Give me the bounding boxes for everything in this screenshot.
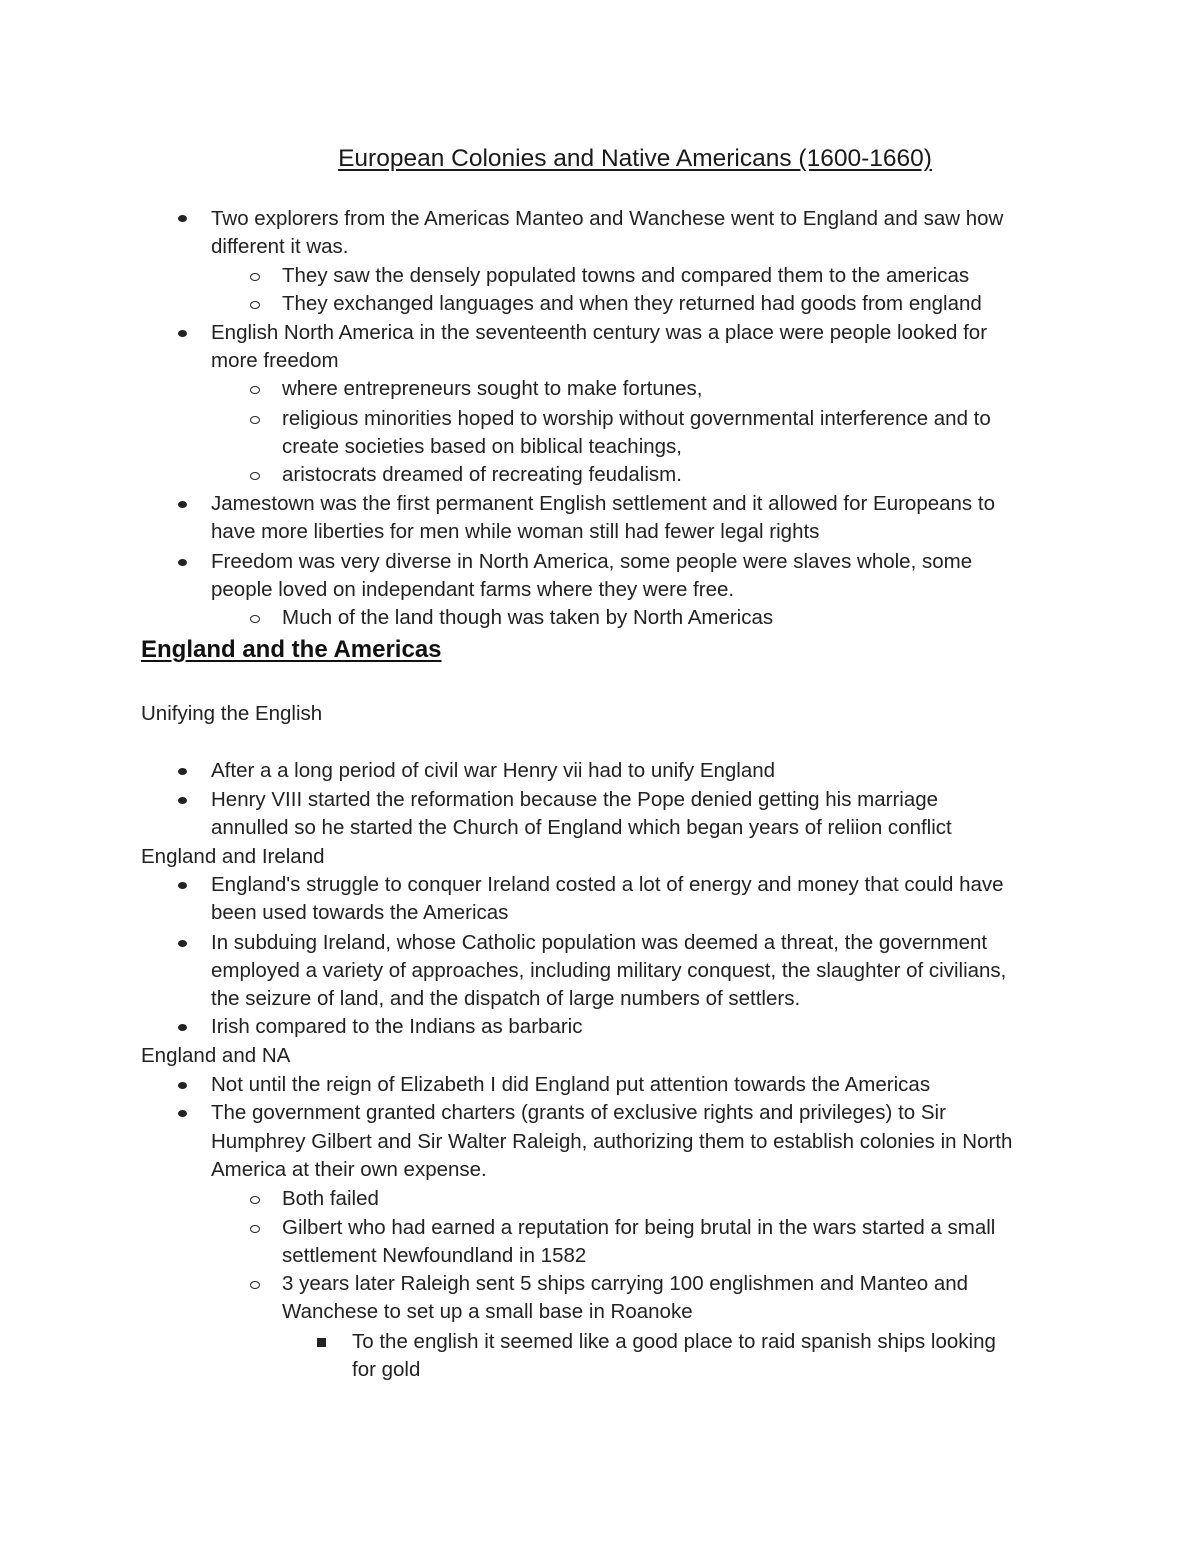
bullet-circle bbox=[250, 472, 260, 480]
ireland-bullet-2-line-3: the seizure of land, and the dispatch of large numbers of settlers. bbox=[211, 987, 801, 1010]
bullet-circle bbox=[250, 615, 260, 623]
na-sub-2-line-2: settlement Newfoundland in 1582 bbox=[282, 1244, 587, 1267]
na-subsub-1-line-1: To the english it seemed like a good place to raid spanish ships looking bbox=[352, 1330, 996, 1353]
intro-sub-1-1: They saw the densely populated towns and compared them to the americas bbox=[282, 264, 970, 287]
na-sub-3-line-1: 3 years later Raleigh sent 5 ships carrying 100 englishmen and Manteo and bbox=[282, 1272, 969, 1295]
subheading-england-na: England and NA bbox=[141, 1044, 291, 1067]
bullet-circle bbox=[250, 1281, 260, 1289]
bullet-circle bbox=[250, 301, 260, 309]
bullet-circle bbox=[250, 386, 260, 394]
bullet-disc bbox=[178, 768, 187, 775]
ireland-bullet-1-line-2: been used towards the Americas bbox=[211, 901, 509, 924]
section-heading: England and the Americas bbox=[141, 636, 442, 663]
bullet-square bbox=[317, 1338, 326, 1347]
bullet-disc bbox=[178, 882, 187, 889]
na-sub-1: Both failed bbox=[282, 1187, 379, 1210]
intro-sub-4-1: Much of the land though was taken by North Americas bbox=[282, 606, 774, 629]
ireland-bullet-2-line-2: employed a variety of approaches, including military conquest, the slaughter of civilians, bbox=[211, 959, 1007, 982]
intro-bullet-4-line-2: people loved on independant farms where they were free. bbox=[211, 578, 735, 601]
ireland-bullet-3: Irish compared to the Indians as barbaric bbox=[211, 1015, 583, 1038]
document-title: European Colonies and Native Americans (1600-1660) bbox=[338, 145, 932, 172]
bullet-circle bbox=[250, 1225, 260, 1233]
intro-bullet-2-line-1: English North America in the seventeenth century was a place were people looked for bbox=[211, 321, 988, 344]
intro-sub-1-2: They exchanged languages and when they returned had goods from england bbox=[282, 292, 982, 315]
na-sub-3-line-2: Wanchese to set up a small base in Roanoke bbox=[282, 1300, 693, 1323]
subheading-unifying: Unifying the English bbox=[141, 702, 323, 725]
intro-sub-2-2-line-1: religious minorities hoped to worship without governmental interference and to bbox=[282, 407, 991, 430]
bullet-disc bbox=[178, 1110, 187, 1117]
ireland-bullet-1-line-1: England's struggle to conquer Ireland costed a lot of energy and money that could have bbox=[211, 873, 1004, 896]
intro-bullet-2-line-2: more freedom bbox=[211, 349, 339, 372]
ireland-bullet-2-line-1: In subduing Ireland, whose Catholic population was deemed a threat, the government bbox=[211, 931, 988, 954]
intro-bullet-4-line-1: Freedom was very diverse in North America, some people were slaves whole, some bbox=[211, 550, 973, 573]
bullet-disc bbox=[178, 501, 187, 508]
intro-sub-2-3: aristocrats dreamed of recreating feudalism. bbox=[282, 463, 682, 486]
bullet-circle bbox=[250, 273, 260, 281]
na-bullet-2-line-1: The government granted charters (grants of exclusive rights and privileges) to Sir bbox=[211, 1101, 946, 1124]
bullet-circle bbox=[250, 416, 260, 424]
bullet-disc bbox=[178, 1082, 187, 1089]
na-subsub-1-line-2: for gold bbox=[352, 1358, 421, 1381]
unifying-bullet-1: After a a long period of civil war Henry vii had to unify England bbox=[211, 759, 776, 782]
bullet-disc bbox=[178, 559, 187, 566]
bullet-circle bbox=[250, 1196, 260, 1204]
na-bullet-2-line-3: America at their own expense. bbox=[211, 1158, 487, 1181]
intro-sub-2-1: where entrepreneurs sought to make fortunes, bbox=[282, 377, 703, 400]
na-bullet-2-line-2: Humphrey Gilbert and Sir Walter Raleigh, authorizing them to establish colonies in North bbox=[211, 1130, 1013, 1153]
unifying-bullet-2-line-1: Henry VIII started the reformation because the Pope denied getting his marriage bbox=[211, 788, 939, 811]
na-bullet-1: Not until the reign of Elizabeth I did England put attention towards the Americas bbox=[211, 1073, 931, 1096]
unifying-bullet-2-line-2: annulled so he started the Church of England which began years of reliion conflict bbox=[211, 816, 952, 839]
subheading-ireland: England and Ireland bbox=[141, 845, 325, 868]
bullet-disc bbox=[178, 940, 187, 947]
intro-bullet-3-line-1: Jamestown was the first permanent English settlement and it allowed for Europeans to bbox=[211, 492, 995, 515]
intro-bullet-1-line-1: Two explorers from the Americas Manteo and Wanchese went to England and saw how bbox=[211, 207, 1004, 230]
intro-bullet-3-line-2: have more liberties for men while woman still had fewer legal rights bbox=[211, 520, 820, 543]
bullet-disc bbox=[178, 797, 187, 804]
na-sub-2-line-1: Gilbert who had earned a reputation for being brutal in the wars started a small bbox=[282, 1216, 996, 1239]
bullet-disc bbox=[178, 215, 187, 222]
bullet-disc bbox=[178, 330, 187, 337]
intro-bullet-1-line-2: different it was. bbox=[211, 235, 349, 258]
bullet-disc bbox=[178, 1024, 187, 1031]
intro-sub-2-2-line-2: create societies based on biblical teachings, bbox=[282, 435, 682, 458]
